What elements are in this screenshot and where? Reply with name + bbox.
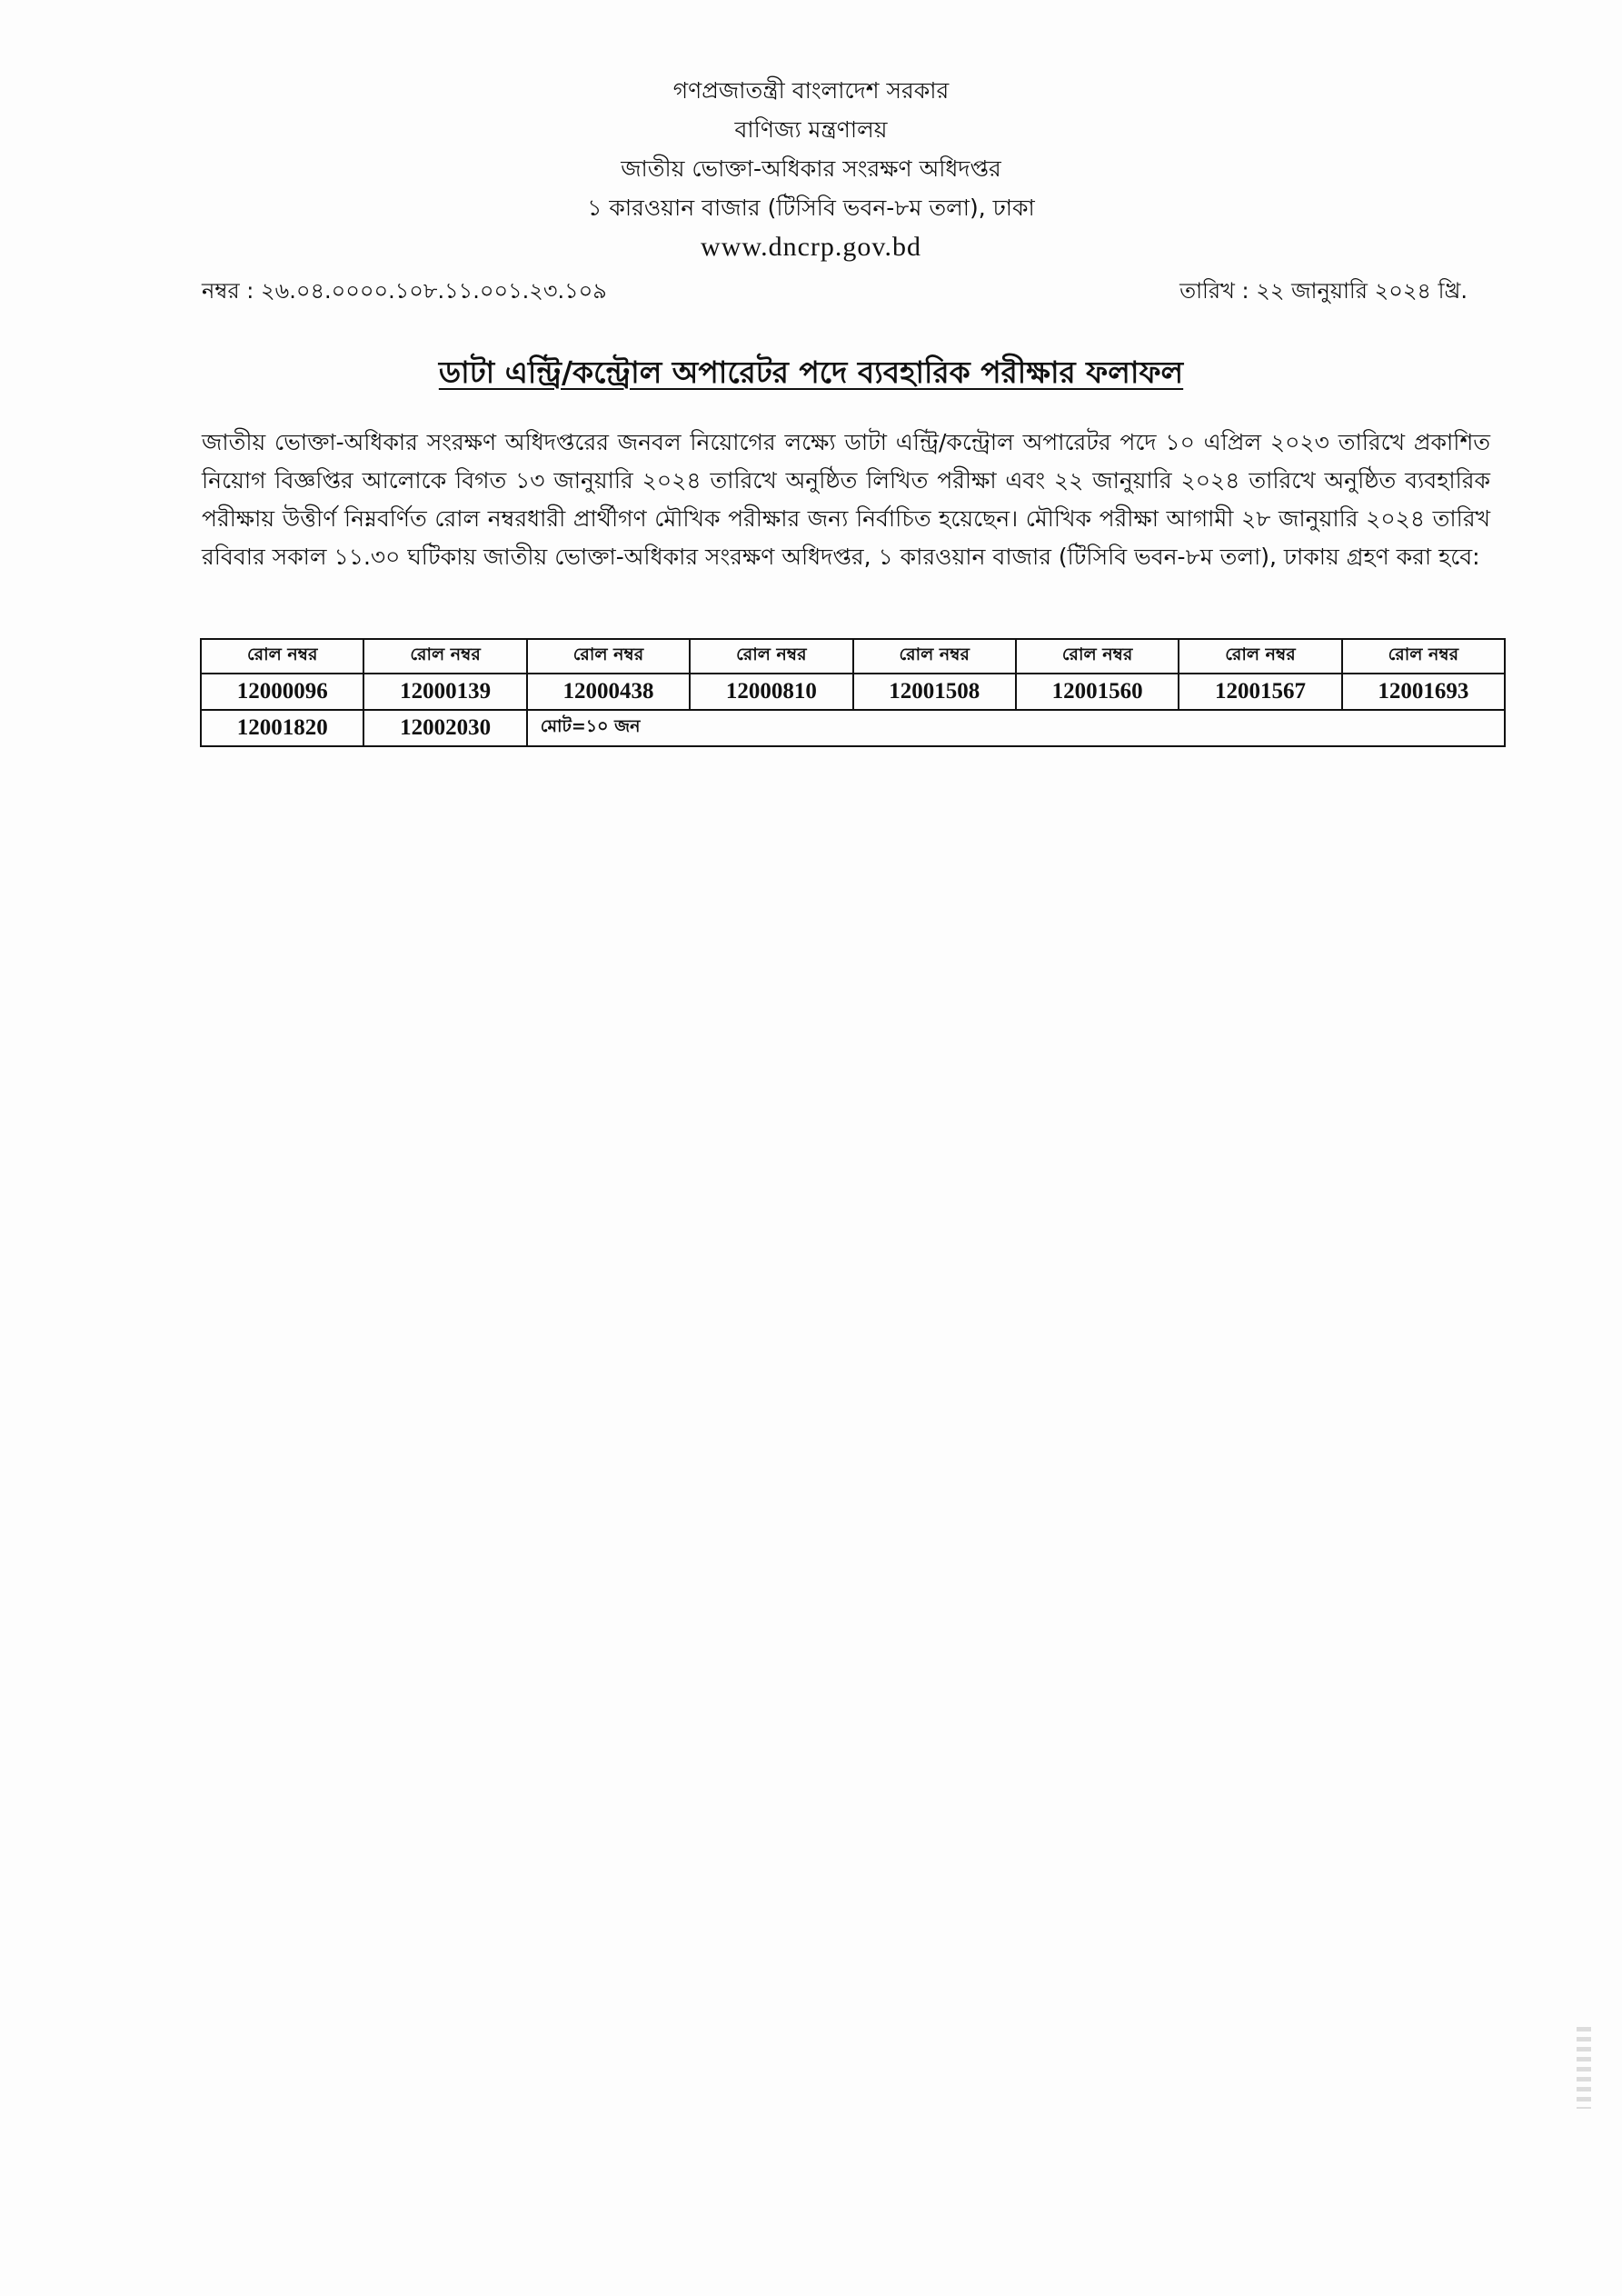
roll-number-table: [200, 638, 1506, 747]
table-row: [201, 674, 1505, 710]
table-header-row: [201, 639, 1505, 674]
roll-number-cell: 12002030: [363, 710, 526, 746]
roll-number-cell: 12001693: [1342, 674, 1505, 710]
header-ministry: বাণিজ্য মন্ত্রণালয়: [734, 116, 888, 143]
header-department: জাতীয় ভোক্তা-অধিকার সংরক্ষণ অধিদপ্তর: [621, 155, 1001, 182]
table-header-cell: রোল নম্বর: [1179, 639, 1341, 674]
total-count-cell: মোট=১০ জন: [527, 710, 1505, 746]
letterhead: [0, 71, 1622, 266]
roll-number-cell: 12001560: [1016, 674, 1179, 710]
roll-number-cell: 12001820: [201, 710, 363, 746]
memo-date: তারিখ : ২২ জানুয়ারি ২০২৪ খ্রি.: [1179, 278, 1468, 304]
document-title: [0, 349, 1622, 400]
table-header-cell: রোল নম্বর: [363, 639, 526, 674]
body-paragraph: জাতীয় ভোক্তা-অধিকার সংরক্ষণ অধিদপ্তরের জনবল নিয়োগের লক্ষ্যে ডাটা এন্ট্রি/কন্ট্রোল অপারেটর পদে ১০ এপ্রিল ২০২৩ তারিখে প্রকাশিত নিয়োগ বিজ্ঞপ্তির আলোকে বিগত ১৩ জানুয়ারি ২০২৪ তারিখে অনুষ্ঠিত লিখিত পরীক্ষা এবং ২২ জানুয়ারি ২০২৪ তারিখে অনুষ্ঠিত ব্যবহারিক পরীক্ষায় উত্তীর্ণ নিম্নবর্ণিত রোল নম্বরধারী প্রার্থীগণ মৌখিক পরীক্ষার জন্য নির্বাচিত হয়েছেন। মৌখিক পরীক্ষা আগামী ২৮ জানুয়ারি ২০২৪ তারিখ রবিবার সকাল ১১.৩০ ঘটিকায় জাতীয় ভোক্তা-অধিকার সংরক্ষণ অধিদপ্তর, ১ কারওয়ান বাজার (টিসিবি ভবন-৮ম তলা), ঢাকায় গ্রহণ করা হবে:: [202, 429, 1490, 570]
header-government: গণপ্রজাতন্ত্রী বাংলাদেশ সরকার: [672, 77, 950, 104]
scan-artifact: [1577, 2027, 1591, 2109]
roll-number-cell: 12000139: [363, 674, 526, 710]
roll-number-cell: 12000096: [201, 674, 363, 710]
table-row: [201, 710, 1505, 746]
table-header-cell: রোল নম্বর: [1342, 639, 1505, 674]
roll-number-cell: 12000438: [527, 674, 690, 710]
table-header-cell: রোল নম্বর: [527, 639, 690, 674]
memo-number: নম্বর : ২৬.০৪.০০০০.১০৮.১১.০০১.২৩.১০৯: [202, 278, 607, 304]
header-address: ১ কারওয়ান বাজার (টিসিবি ভবন-৮ম তলা), ঢাকা: [587, 195, 1035, 221]
table-header-cell: রোল নম্বর: [690, 639, 852, 674]
memo-row: [202, 275, 1468, 307]
table-header-cell: রোল নম্বর: [1016, 639, 1179, 674]
roll-number-cell: 12001567: [1179, 674, 1341, 710]
title-text: ডাটা এন্ট্রি/কন্ট্রোল অপারেটর পদে ব্যবহারিক পরীক্ষার ফলাফল: [438, 354, 1184, 390]
roll-number-cell: 12001508: [853, 674, 1016, 710]
header-website: www.dncrp.gov.bd: [701, 232, 921, 262]
table-header-cell: রোল নম্বর: [853, 639, 1016, 674]
table-header-cell: রোল নম্বর: [201, 639, 363, 674]
roll-number-cell: 12000810: [690, 674, 852, 710]
